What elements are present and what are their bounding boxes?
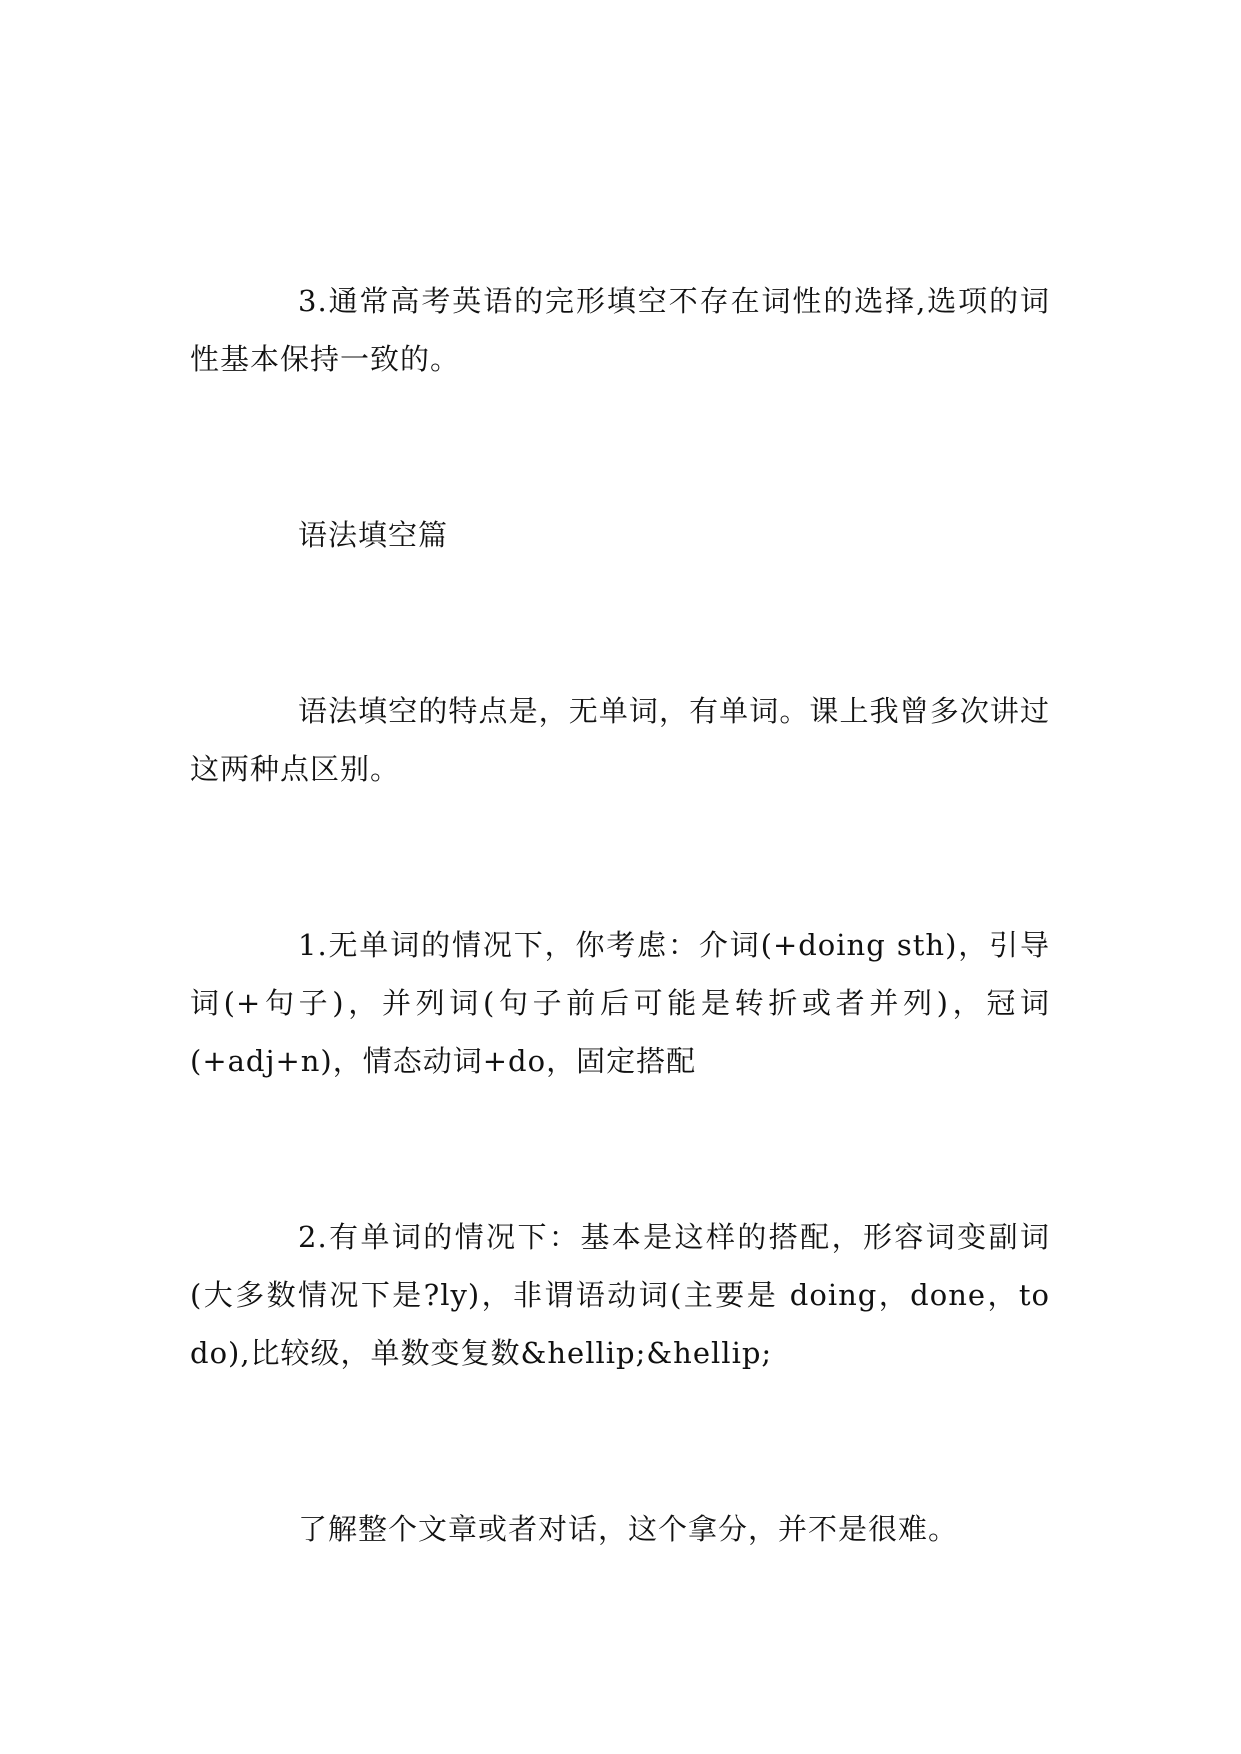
paragraph-conclusion: 了解整个文章或者对话，这个拿分，并不是很难。	[298, 1512, 959, 1546]
paragraph-grammar-intro: 语法填空的特点是，无单词，有单词。课上我曾多次讲过这两种点区别。	[190, 694, 1050, 786]
section-heading-grammar-fill: 语法填空篇	[298, 518, 449, 552]
paragraph-cloze-note: 3.通常高考英语的完形填空不存在词性的选择,选项的词性基本保持一致的。	[190, 284, 1050, 376]
paragraph-point-2: 2.有单词的情况下：基本是这样的搭配，形容词变副词(大多数情况下是?ly)，非谓语动词(主要是 doing，done，to do),比较级，单数变复数&hellip;&hellip;	[190, 1220, 1050, 1370]
paragraph-point-1: 1.无单词的情况下，你考虑：介词(+doing sth)，引导词(+句子)，并列词(句子前后可能是转折或者并列)，冠词(+adj+n)，情态动词+do，固定搭配	[190, 928, 1050, 1078]
